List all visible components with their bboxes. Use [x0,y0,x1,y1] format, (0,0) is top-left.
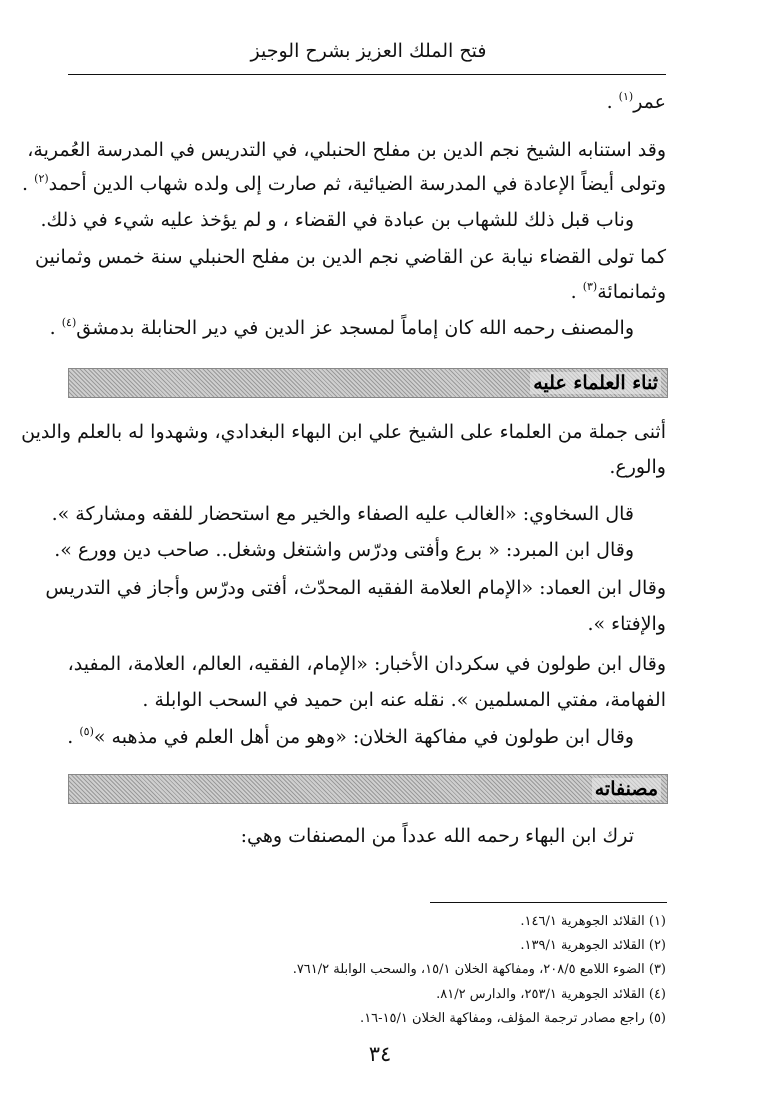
footnote-mark: (٣) [582,280,598,293]
section-heading-works [68,774,668,804]
text-line: أثنى جملة من العلماء على الشيخ علي ابن البهاء البغدادي، وشهدوا له بالعلم والدين [21,421,666,443]
footnote: (٢) القلائد الجوهرية ١٣٩/١. [520,938,666,953]
section-title: مصنفاته [592,778,661,800]
text-line: والإفتاء ». [587,613,666,635]
footnote-mark: (١) [618,90,634,103]
footnote: (٣) الضوء اللامع ٢٠٨/٥، ومفاكهة الخلان ١٥/١، والسحب الوابلة ٧٦١/٢. [292,962,666,977]
text-line: والورع. [609,456,666,478]
text-line: قال السخاوي: «الغالب عليه الصفاء والخير مع استحضار للفقه ومشاركة ». [51,503,634,525]
section-heading-praise [68,368,668,398]
text-line: وتولى أيضاً الإعادة في المدرسة الضيائية، ثم صارت إلى ولده شهاب الدين أحمد$^{(٢)}$ . [22,172,666,195]
footnote-mark: (٥) [79,725,94,738]
footnote: (٥) راجع مصادر ترجمة المؤلف، ومفاكهة الخلان ١٥/١-١٦. [360,1011,666,1026]
footnote-mark: (٢) [34,172,49,185]
section-title: ثناء العلماء عليه [530,372,661,394]
text-line: عمر$^{(١)}$ . [606,90,666,113]
text-line: كما تولى القضاء نيابة عن القاضي نجم الدين بن مفلح الحنبلي سنة خمس وثمانين [35,246,666,268]
text-line: وناب قبل ذلك للشهاب بن عبادة في القضاء ، و لم يؤخذ عليه شيء في ذلك. [40,209,634,231]
footnote: (١) القلائد الجوهرية ١٤٦/١. [520,914,666,929]
header-rule [68,74,666,75]
page-number: ٣٤ [368,1042,392,1066]
text-line: وقد استنابه الشيخ نجم الدين بن مفلح الحنبلي، في التدريس في المدرسة العُمرية، [27,139,666,161]
footnote-mark: (٤) [61,316,77,329]
text-line: وثمانمائة$^{(٣)}$ . [570,280,666,303]
text-line: والمصنف رحمه الله كان إماماً لمسجد عز الدين في دير الحنابلة بدمشق$^{(٤)}$ . [49,316,634,339]
text-line: وقال ابن طولون في مفاكهة الخلان: «وهو من أهل العلم في مذهبه »$^{(٥)}$ . [67,725,634,748]
text-line: وقال ابن طولون في سكردان الأخبار: «الإمام، الفقيه، العالم، العلامة، المفيد، [67,653,666,675]
text-line: الفهامة، مفتي المسلمين ». نقله عنه ابن حميد في السحب الوابلة . [142,689,666,711]
footnote-rule [430,902,667,903]
text-line: وقال ابن المبرد: « برع وأفتى ودرّس واشتغل وشغل.. صاحب دين وورع ». [54,539,634,561]
footnote: (٤) القلائد الجوهرية ٢٥٣/١، والدارس ٨١/٢. [436,987,666,1002]
running-head: فتح الملك العزيز بشرح الوجيز [250,40,487,62]
text-line: وقال ابن العماد: «الإمام العلامة الفقيه المحدّث، أفتى ودرّس وأجاز في التدريس [45,577,666,599]
text-line: ترك ابن البهاء رحمه الله عدداً من المصنفات وهي: [240,825,634,847]
